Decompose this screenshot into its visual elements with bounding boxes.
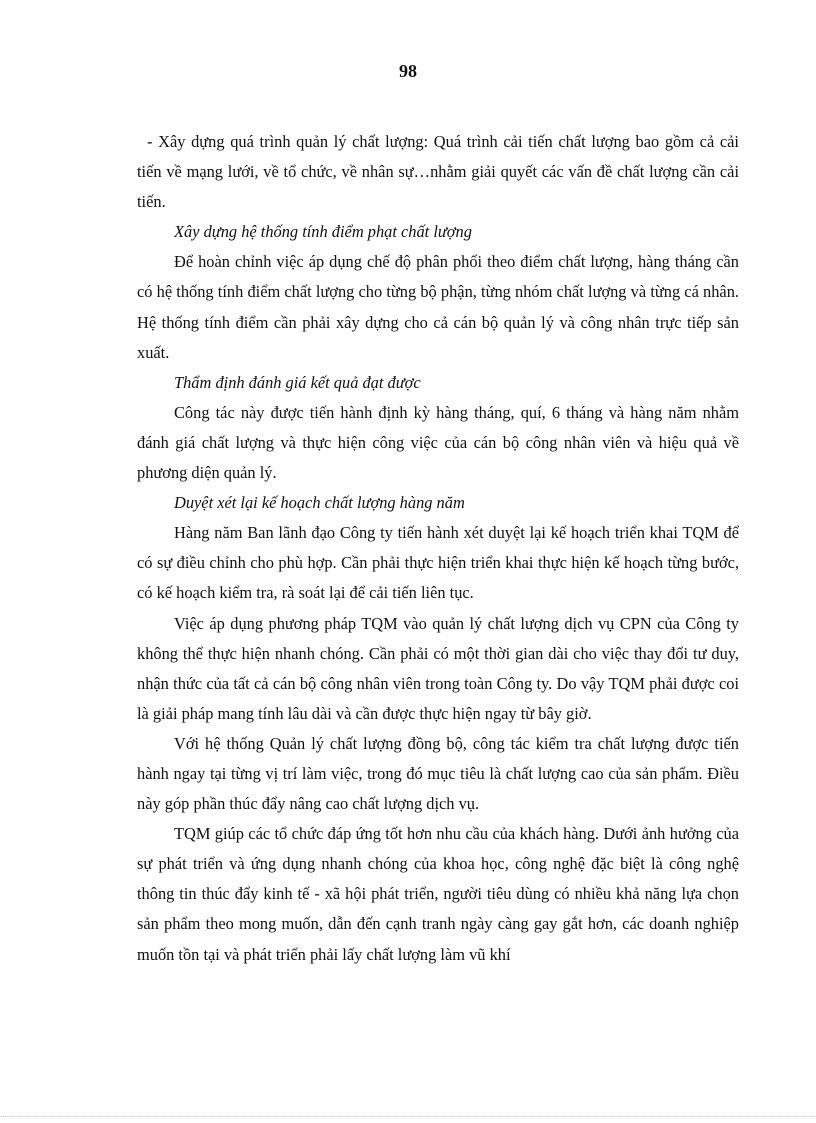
page-body [137,127,739,970]
paragraph-synchronized-quality: Với hệ thống Quản lý chất lượng đồng bộ, công tác kiểm tra chất lượng được tiến hành ngay tại từng vị trí làm việc, trong đó mục tiêu là chất lượng cao của sản phẩm. Điều này góp phần thúc đẩy nâng cao chất lượng dịch vụ. [137,733,739,814]
paragraph-periodic-evaluation: Công tác này được tiến hành định kỳ hàng tháng, quí, 6 tháng và hàng năm nhằm đánh giá chất lượng và thực hiện công việc của cán bộ công nhân viên và hiệu quả về phương diện quản lý. [137,402,739,483]
paragraph-tqm-benefits: TQM giúp các tổ chức đáp ứng tốt hơn nhu cầu của khách hàng. Dưới ảnh hưởng của sự phát triển và ứng dụng nhanh chóng của khoa học, công nghệ đặc biệt là công nghệ thông tin thúc đẩy kinh tế - xã hội phát triển, người tiêu dùng có nhiều khả năng lựa chọn sản phẩm theo mong muốn, dẫn đến cạnh tranh ngày càng gay gắt hơn, các doanh nghiệp muốn tồn tại và phát triển phải lấy chất lượng làm vũ khí [137,824,739,964]
page-number: 98 [399,61,417,81]
page-bottom-border [0,1116,816,1117]
section-heading-results-evaluation: Thẩm định đánh giá kết quả đạt được [174,372,421,392]
bullet-paragraph-quality-process: - Xây dựng quá trình quản lý chất lượng: Quá trình cải tiến chất lượng bao gồm cả cải tiến về mạng lưới, về tổ chức, về nhân sự…nhằm giải quyết các vấn đề chất lượng cần cải tiến. [137,132,739,212]
section-heading-annual-review: Duyệt xét lại kế hoạch chất lượng hàng năm [174,493,465,513]
paragraph-tqm-application: Việc áp dụng phương pháp TQM vào quản lý chất lượng dịch vụ CPN của Công ty không thể thực hiện nhanh chóng. Cần phải có một thời gian dài cho việc thay đổi tư duy, nhận thức của tất cả cán bộ công nhân viên trong toàn Công ty. Do vậy TQM phải được coi là giải pháp mang tính lâu dài và cần được thực hiện ngay từ bây giờ. [137,613,739,723]
section-heading-penalty-scoring: Xây dựng hệ thống tính điểm phạt chất lượng [174,222,472,242]
paragraph-scoring-system: Để hoàn chỉnh việc áp dụng chế độ phân phối theo điểm chất lượng, hàng tháng cần có hệ thống tính điểm chất lượng cho từng bộ phận, từng nhóm chất lượng và từng cá nhân. Hệ thống tính điểm cần phải xây dựng cho cả cán bộ quản lý và công nhân trực tiếp sản xuất. [137,252,739,362]
paragraph-annual-review: Hàng năm Ban lãnh đạo Công ty tiến hành xét duyệt lại kế hoạch triển khai TQM để có sự điều chỉnh cho phù hợp. Cần phải thực hiện triển khai thực hiện kế hoạch từng bước, có kế hoạch kiểm tra, rà soát lại để cải tiến liên tục. [137,523,739,603]
